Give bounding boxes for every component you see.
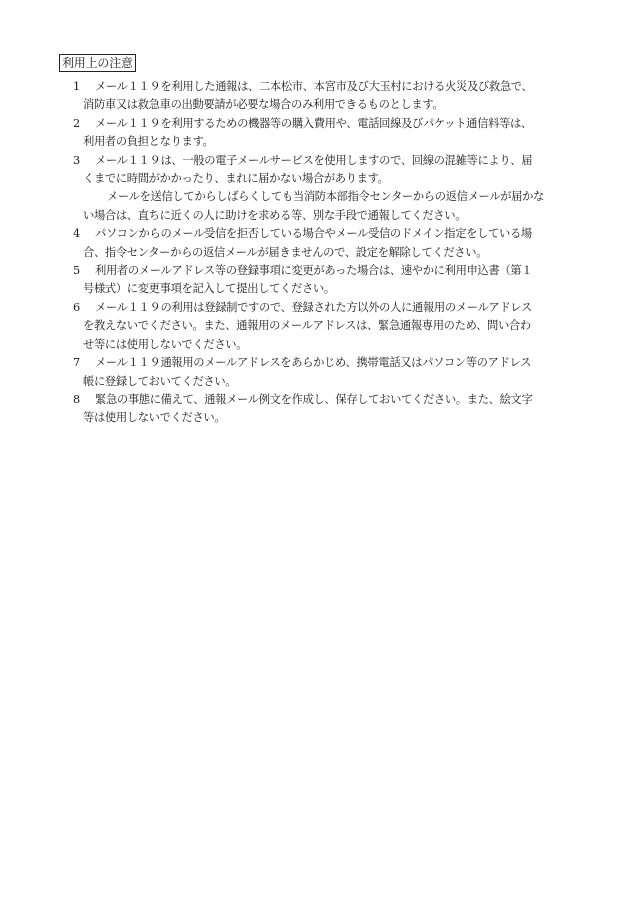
item-text-line: メール１１９を利用するための機器等の購入費用や、電話回線及びパケット通信料等は、 xyxy=(95,116,532,130)
notice-item xyxy=(59,262,579,299)
item-text-line: 号様式）に変更事項を記入して提出してください。 xyxy=(83,282,335,296)
item-text-line: パソコンからのメール受信を拒否している場合やメール受信のドメイン指定をしている場 xyxy=(95,227,532,241)
item-text-line: メール１１９は、一般の電子メールサービスを使用しますので、回線の混雑等により、届 xyxy=(95,153,533,167)
item-text-line: メール１１９の利用は登録制ですので、登録された方以外の人に通報用のメールアドレス xyxy=(95,300,532,314)
notice-item xyxy=(59,152,579,226)
item-note-line: メールを送信してからしばらくしても当消防本部指令センターからの返信メールが届かな xyxy=(107,190,544,204)
item-number: 2 xyxy=(73,116,81,130)
notice-item xyxy=(59,391,579,428)
item-text-line: 消防車又は救急車の出動要請が必要な場合のみ利用できるものとします。 xyxy=(83,98,444,112)
item-text-line: を教えないでください。また、通報用のメールアドレスは、緊急通報専用のため、問い合わ xyxy=(83,319,531,333)
notice-list xyxy=(59,78,579,428)
item-text-line: 利用者のメールアドレス等の登録事項に変更があった場合は、速やかに利用申込書（第１ xyxy=(95,264,533,278)
item-number: 6 xyxy=(73,300,81,314)
item-text-line: くまでに時間がかかったり、まれに届かない場合があります。 xyxy=(83,172,389,186)
item-text-line: メール１１９通報用のメールアドレスをあらかじめ、携帯電話又はパソコン等のアドレス xyxy=(95,356,532,370)
section-heading: 利用上の注意 xyxy=(59,54,136,72)
item-text-line: 等は使用しないでください。 xyxy=(83,411,226,425)
item-note-line: い場合は、直ちに近くの人に助けを求める等、別な手段で通報してください。 xyxy=(83,208,467,222)
notice-item xyxy=(59,225,579,262)
item-text-line: 帳に登録しておいてください。 xyxy=(83,374,237,388)
item-text-line: せ等には使用しないでください。 xyxy=(83,337,248,351)
item-number: 1 xyxy=(73,80,81,93)
item-number: 8 xyxy=(73,392,81,406)
notice-item xyxy=(59,78,579,115)
item-number: 7 xyxy=(73,356,81,370)
item-number: 5 xyxy=(73,264,81,278)
item-text-line: 利用者の負担となります。 xyxy=(83,135,214,149)
item-number: 4 xyxy=(73,227,81,241)
notice-item xyxy=(59,354,579,391)
notice-item xyxy=(59,299,579,354)
item-text-line: メール１１９を利用した通報は、二本松市、本宮市及び大玉村における火災及び救急で、 xyxy=(95,80,533,93)
item-text-line: 合、指令センターからの返信メールが届きませんので、設定を解除してください。 xyxy=(83,245,488,259)
notice-item xyxy=(59,115,579,152)
item-text-line: 緊急の事態に備えて、通報メール例文を作成し、保存しておいてください。また、絵文字 xyxy=(95,392,533,406)
item-number: 3 xyxy=(73,153,81,167)
